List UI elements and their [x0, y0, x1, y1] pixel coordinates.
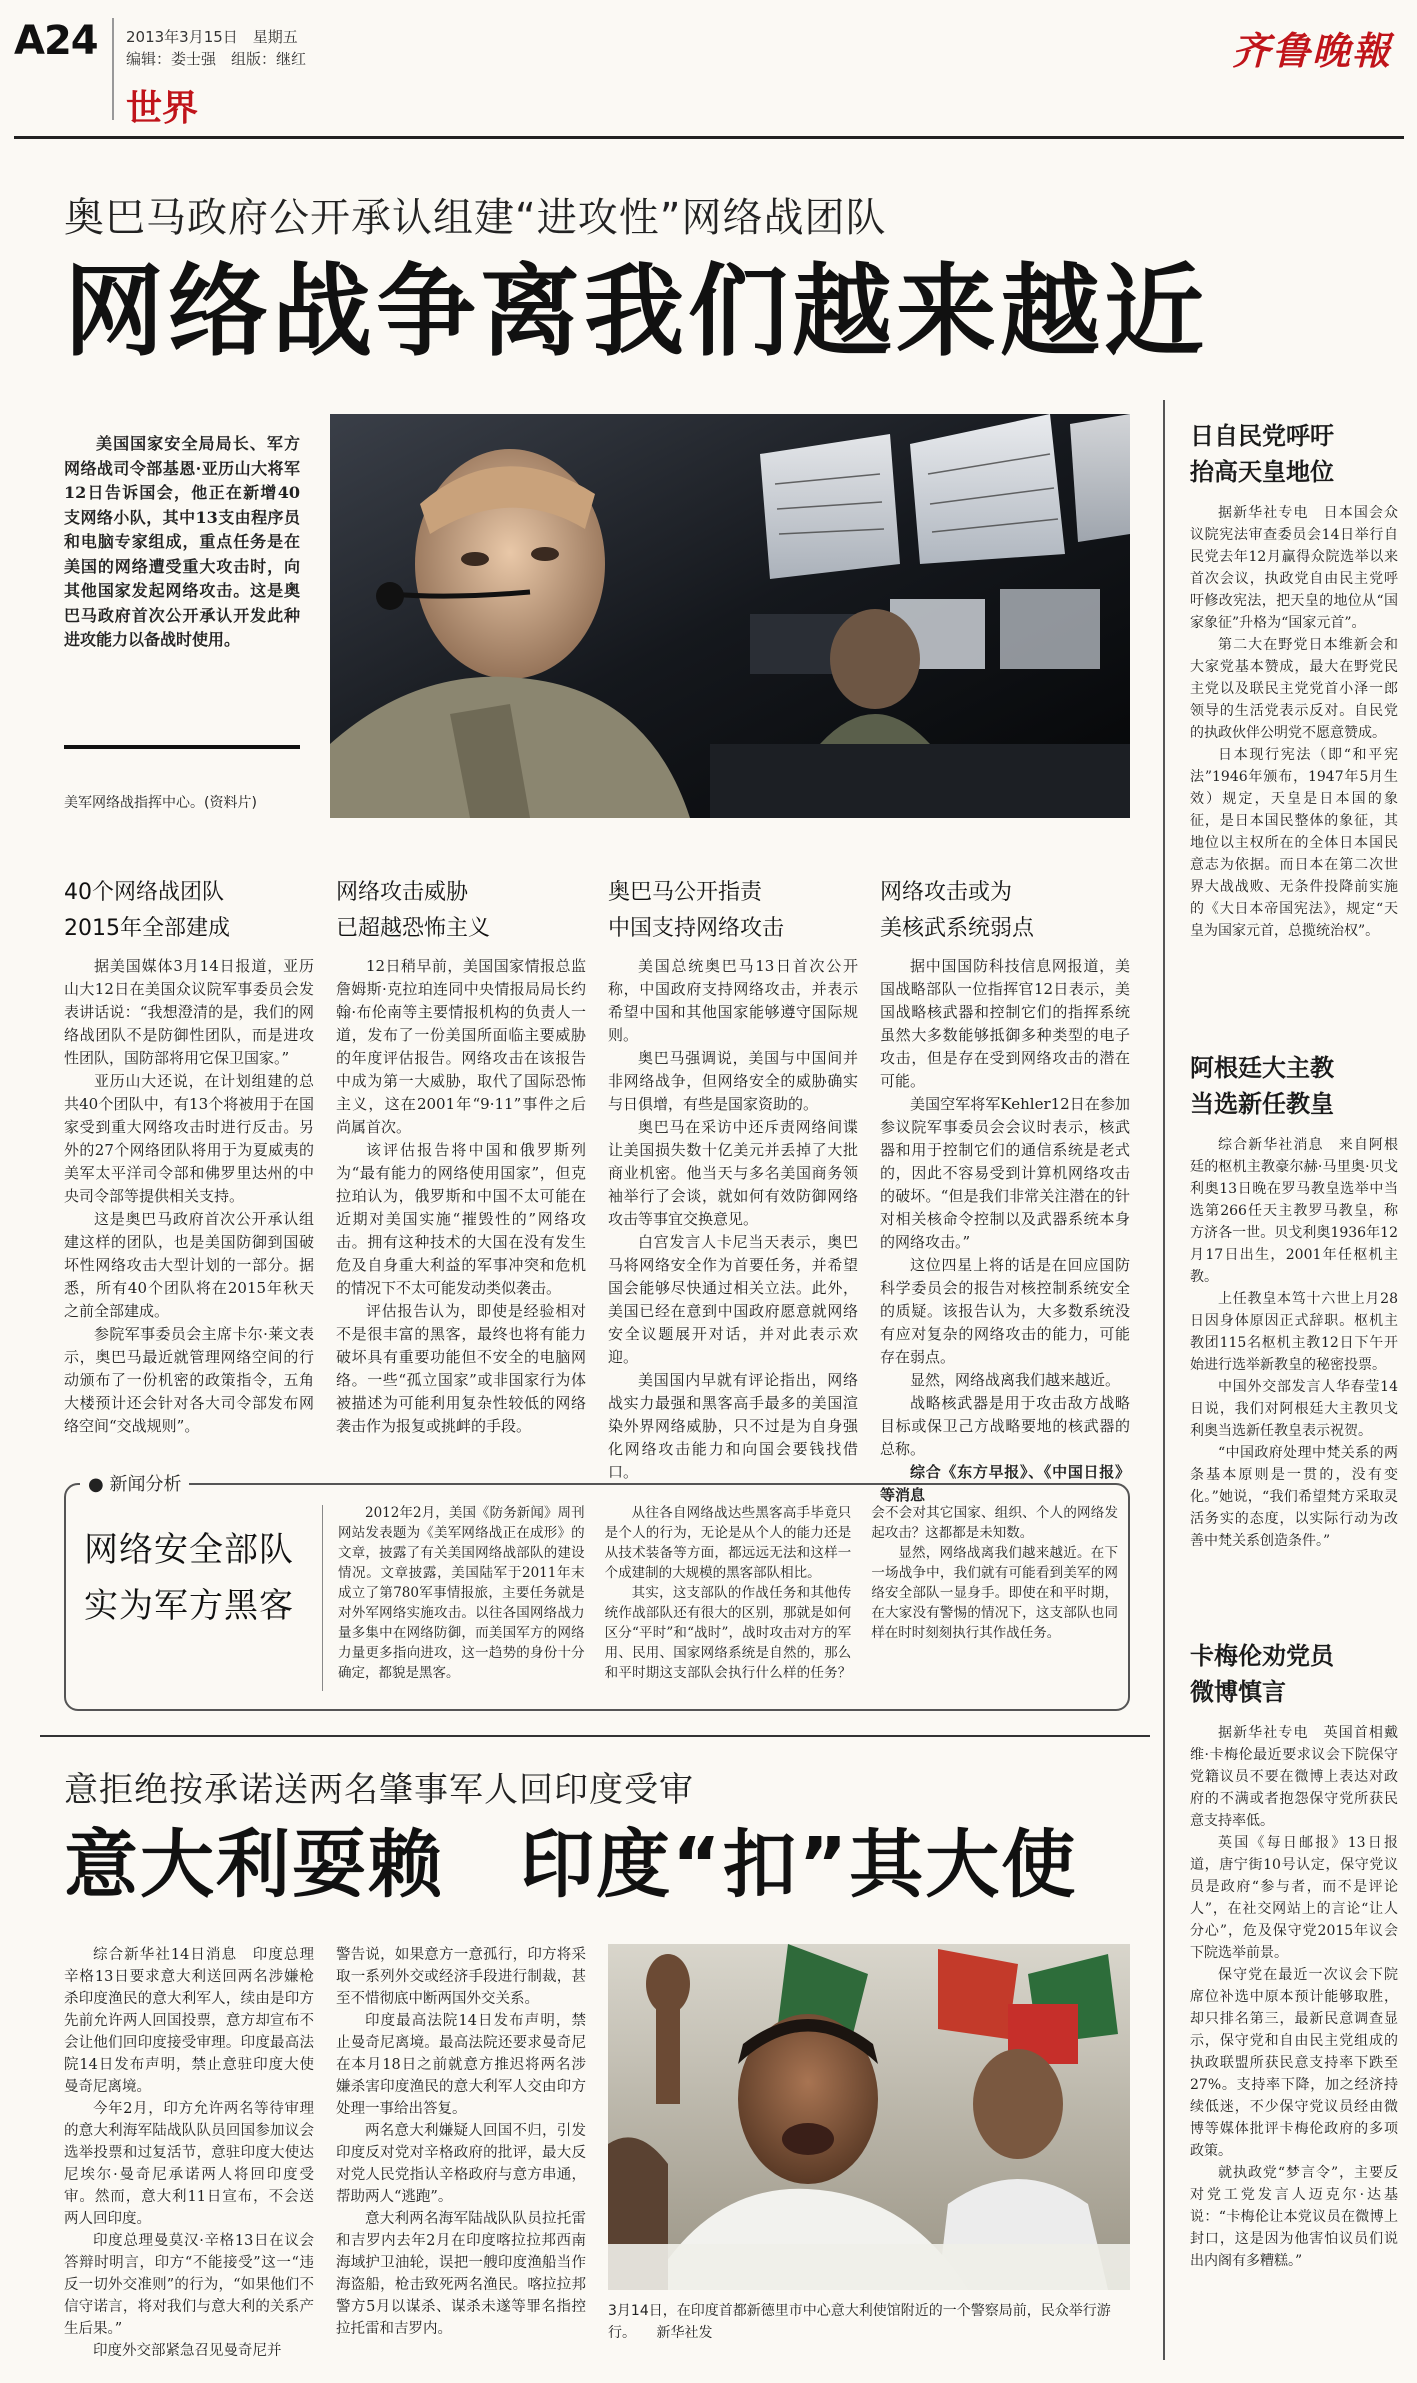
analysis-label [80, 1470, 189, 1496]
sidebar-divider [1163, 400, 1165, 2360]
analysis-label-icon: ● [88, 1474, 104, 1495]
col2-paragraph: 评估报告认为，即使是经验相对不是很丰富的黑客，最终也将有能力破坏具有重要功能但不安全的电脑网络。一些“孤立国家”或非国家行为体被描述为可能利用复杂性较低的网络袭击作为报复或挑衅的手段。 [336, 1302, 586, 1435]
protest-photo [608, 1944, 1130, 2290]
protest-photo-caption [608, 2300, 1130, 2344]
col1-paragraph: 亚历山大还说，在计划组建的总共40个团队中，有13个将被用于在国家受到重大网络攻击时进行反击。另外的27个网络团队将用于为夏威夷的美军太平洋司令部和佛罗里达州的中央司令部等提供相关支持。 [64, 1072, 314, 1205]
italy-paragraph: 两名意大利嫌疑人回国不归，引发印度反对党对辛格政府的批评，最大反对党人民党指认辛格政府与意方串通，帮助两人“逃跑”。 [336, 2123, 586, 2205]
analysis-paragraph: 2012年2月，美国《防务新闻》周刊网站发表题为《美军网络战正在成形》的文章，披露了有关美国网络战部队的建设情况。文章披露，美国陆军于2011年末成立了第780军事情报旅，主要任务就是对外军网络实施攻击。以往各国网络战力量多集中在网络防御，而美国军方的网络力量更多指向进攻，这一趋势的身份十分确定，都貌是黑客。 [338, 1505, 585, 1681]
analysis-paragraph: 其实，这支部队的作战任务和其他传统作战部队还有很大的区别，那就是如何区分“平时”和“战时”，战时攻击对方的军用、民用、国家网络系统是自然的，那么和平时期这支部队会执行什么样的任务？会不会对其它国家、组织、个人的网络发起攻击？这都都是未知数。 [604, 1505, 1118, 1681]
analysis-paragraph: 显然，网络战离我们越来越近。在下一场战争中，我们就有可能看到美军的网络安全部队一显身手。即使在和平时期，在大家没有警惕的情况下，这支部队也同样在时时刻刻执行其作战任务。 [871, 1545, 1118, 1641]
col1-paragraph: 参院军事委员会主席卡尔·莱文表示，奥巴马最近就管理网络空间的行动颁布了一份机密的政策指令，五角大楼预计还会针对各大司令部发布网络空间“交战规则”。 [64, 1325, 314, 1435]
masthead-rule [14, 136, 1404, 139]
col4-paragraph: 美国空军将军Kehler12日在参加参议院军事委员会会议时表示，核武器和用于控制它们的通信系统是老式的，因此不容易受到计算机网络攻击的破坏。“但是我们非常关注潜在的针对相关核命令控制以及武器系统本身的网络攻击。” [880, 1095, 1130, 1251]
japan-paragraph: 据新华社专电 日本国会众议院宪法审查委员会14日举行自民党去年12月赢得众院选举以来首次会议，执政党自由民主党呼吁修改宪法，把天皇的地位从“国家象征”升格为“国家元首”。 [1190, 505, 1398, 631]
pope-paragraph: 中国外交部发言人华春莹14日说，我们对阿根廷大主教贝戈利奥当选新任教皇表示祝贺。 [1190, 1379, 1398, 1439]
italy-paragraph: 印度总理曼莫汉·辛格13日在议会答辩时明言，印方“不能接受”这一“违反一切外交准则”的行为，“如果他们不信守诺言，将对我们与意大利的关系产生后果。” [64, 2233, 314, 2337]
cameron-paragraph: 就执政党“梦言令”，主要反对党工党发言人迈克尔·达基说：“卡梅伦让本党议员在微博上封口，这是因为他害怕议员们说出内阁有多糟糕。” [1190, 2165, 1398, 2269]
italy-headline: 意大利耍赖 印度“扣”其大使 [64, 1822, 1078, 1908]
col1-paragraph: 这是奥巴马政府首次公开承认组建这样的团队，也是美国防御到国破坏性网络攻击大型计划的一部分。据悉，所有40个团队将在2015年秋天之前全部建成。 [64, 1210, 314, 1320]
italy-paragraph: 意大利两名海军陆战队队员拉托雷和吉罗内去年2月在印度喀拉拉邦西南海域护卫油轮，误把一艘印度渔船当作海盗船，枪击致死两名渔民。喀拉拉邦警方5月以谋杀、谋杀未遂等罪名指控拉托雷和吉罗内。 [336, 2211, 586, 2337]
paper-logo: 齐鲁晚報 [1232, 28, 1393, 73]
pope-paragraph: 综合新华社消息 来自阿根廷的枢机主教豪尔赫·马里奥·贝戈利奥13日晚在罗马教皇选举中当选第266任天主教罗马教皇，称方济各一世。贝戈利奥1936年12月17日出生，2001年任枢机主教。 [1190, 1137, 1398, 1285]
italy-paragraph: 印度最高法院14日发布声明，禁止曼奇尼离境。最高法院还要求曼奇尼在本月18日之前就意方推迟将两名涉嫌杀害印度渔民的意大利军人交由印方处理一事给出答复。 [336, 2013, 586, 2117]
col3-title-2: 中国支持网络攻击 [608, 916, 785, 941]
cyber-command-photo [330, 414, 1130, 818]
lead-photo-caption: 美军网络战指挥中心。(资料片) [64, 795, 257, 811]
col1-title-2: 2015年全部建成 [64, 916, 230, 941]
col3-paragraph: 奥巴马强调说，美国与中国间并非网络战争，但网络安全的威胁确实与日俱增，有些是国家资助的。 [608, 1049, 858, 1113]
japan-title-2: 抬高天皇地位 [1190, 458, 1334, 486]
analysis-label-text: 新闻分析 [109, 1474, 182, 1495]
col3-paragraph: 美国国内早就有评论指出，网络战实力最强和黑客高手最多的美国渲染外界网络威胁，只不过是为自身强化网络攻击能力和向国会要钱找借口。 [608, 1371, 858, 1481]
masthead-divider-vertical [112, 18, 114, 120]
cameron-title-2: 微博慎言 [1190, 1678, 1286, 1706]
lead-column-1 [64, 875, 314, 1438]
col4-paragraph: 这位四星上将的话是在回应国防科学委员会的报告对核控制系统安全的质疑。该报告认为，大多数系统没有应对复杂的网络攻击的能力，可能存在弱点。 [880, 1256, 1130, 1366]
analysis-paragraph: 从往各自网络战达些黑客高手毕竟只是个人的行为，无论是从个人的能力还是从技术装备等方面，都远远无法和这样一个成建制的大规模的黑客部队相比。 [604, 1505, 852, 1581]
analysis-inner-divider [322, 1505, 323, 1691]
section-name: 世界 [126, 88, 199, 129]
lead-headline: 网络战争离我们越来越近 [64, 253, 1208, 370]
col2-paragraph: 12日稍早前，美国国家情报总监詹姆斯·克拉珀连同中央情报局局长约翰·布伦南等主要情报机构的负责人一道，发布了一份美国所面临主要威胁的年度评估报告。网络攻击在该报告中成为第一大威胁，取代了国际恐怖主义，这在2001年“9·11”事件之后尚属首次。 [336, 957, 586, 1136]
lead-column-2 [336, 875, 586, 1438]
summary-bottom-rule [64, 745, 300, 749]
col3-paragraph: 白宫发言人卡尼当天表示，奥巴马将网络安全作为首要任务，并希望国会能够尽快通过相关立法。此外，美国已经在意到中国政府愿意就网络安全议题展开对话，并对此表示欢迎。 [608, 1233, 858, 1366]
lead-kicker: 奥巴马政府公开承认组建“进攻性”网络战团队 [64, 195, 887, 241]
sidebar-story-cameron [1190, 1638, 1398, 2272]
protest-caption-text: 3月14日，在印度首都新德里市中心意大利使馆附近的一个警察局前，民众举行游行。 [608, 2303, 1111, 2341]
col1-title-1: 40个网络战团队 [64, 880, 224, 905]
analysis-body [338, 1503, 1118, 1699]
col3-paragraph: 美国总统奥巴马13日首次公开称，中国政府支持网络攻击，并表示希望中国和其他国家能够遵守国际规则。 [608, 957, 858, 1044]
cameron-paragraph: 英国《每日邮报》13日报道，唐宁街10号认定，保守党议员是政府“参与者，而不是评论人”，在社交网站上的言论“让人分心”，危及保守党2015年议会下院选举前景。 [1190, 1835, 1398, 1961]
page-number: A24 [14, 18, 98, 64]
italy-paragraph: 今年2月，印方允许两名等待审理的意大利海军陆战队队员回国参加议会选举投票和过复活节，意驻印度大使达尼埃尔·曼奇尼承诺两人将回印度受审。然而，意大利11日宣布，不会送两人回印度。 [64, 2101, 314, 2227]
col3-paragraph: 奥巴马在采访中还斥责网络间谍让美国损失数十亿美元并丢掉了大批商业机密。他当天与多名美国商务领袖举行了会谈，就如何有效防御网络攻击等事宜交换意见。 [608, 1118, 858, 1228]
cameron-paragraph: 据新华社专电 英国首相戴维·卡梅伦最近要求议会下院保守党籍议员不要在微博上表达对政府的不满或者抱怨保守党所获民意支持率低。 [1190, 1725, 1398, 1829]
col2-paragraph: 该评估报告将中国和俄罗斯列为“最有能力的网络使用国家”，但克拉珀认为，俄罗斯和中国不太可能在近期对美国实施“摧毁性的”网络攻击。拥有这种技术的大国在没有发生危及自身重大利益的军事冲突和危机的情况下不太可能发动类似袭击。 [336, 1141, 586, 1297]
lead-bottom-rule [40, 1735, 1150, 1737]
analysis-title-1: 网络安全部队 [84, 1530, 294, 1570]
col4-paragraph: 显然，网络战离我们越来越近。 [910, 1371, 1121, 1389]
lead-column-3 [608, 875, 858, 1484]
col2-title-2: 已超越恐怖主义 [336, 916, 491, 941]
italy-paragraph: 印度外交部紧急召见曼奇尼并 [93, 2343, 282, 2359]
col2-title-1: 网络攻击威胁 [336, 880, 469, 905]
col1-paragraph: 据美国媒体3月14日报道，亚历山大12日在美国众议院军事委员会发表讲话说：“我想澄清的是，我们的网络战团队不是防御性团队，而是进攻性团队，国防部将用它保卫国家。” [64, 957, 314, 1067]
japan-paragraph: 日本现行宪法（即“和平宪法”1946年颁布，1947年5月生效）规定，天皇是日本国的象征，是日本国民整体的象征，其地位以主权所在的全体日本国民意志为依据。而日本在第二次世界大战战败、无条件投降前实施的《大日本帝国宪法》，规定“天皇为国家元首，总揽统治权”。 [1190, 747, 1398, 939]
sidebar-story-japan [1190, 418, 1398, 942]
cameron-paragraph: 保守党在最近一次议会下院席位补选中原本预计能够取胜，却只排名第三，最新民意调查显示，保守党和自由民主党组成的执政联盟所获民意支持率下跌至27%。支持率下降，加之经济持续低迷，不少保守党议员经由微博等媒体批评卡梅伦政府的多项政策。 [1190, 1967, 1398, 2159]
sidebar-story-pope [1190, 1050, 1398, 1552]
col4-title-1: 网络攻击或为 [880, 880, 1013, 905]
italy-paragraph: 警告说，如果意方一意孤行，印方将采取一系列外交或经济手段进行制裁，甚至不惜彻底中断两国外交关系。 [336, 1947, 586, 2007]
italy-column-1 [64, 1944, 314, 2362]
italy-paragraph: 综合新华社14日消息 印度总理辛格13日要求意大利送回两名涉嫌枪杀印度渔民的意大利军人，续由是印方先前允许两人回国投票，意方却宣布不会让他们回印度接受审理。印度最高法院14日发布声明，禁止意驻印度大使曼奇尼离境。 [64, 1947, 314, 2095]
protest-photo-credit: 新华社发 [656, 2325, 713, 2341]
col4-source: 综合《东方早报》、《中国日报》等消息 [880, 1463, 1130, 1504]
pope-paragraph: 上任教皇本笃十六世上月28日因身体原因正式辞职。枢机主教团115名枢机主教12日下午开始进行选举新教皇的秘密投票。 [1190, 1291, 1398, 1373]
cameron-title-1: 卡梅伦劝党员 [1190, 1642, 1334, 1670]
editors-line: 编辑：娄士强 组版：继红 [126, 50, 307, 68]
pope-title-2: 当选新任教皇 [1190, 1090, 1334, 1118]
pope-title-1: 阿根廷大主教 [1190, 1054, 1334, 1082]
japan-title-1: 日自民党呼吁 [1190, 422, 1334, 450]
pope-paragraph: “中国政府处理中梵关系的两条基本原则是一贯的，没有变化。”她说，“我们希望梵方采取灵活务实的态度，以实际行动为改善中梵关系创造条件。” [1190, 1445, 1398, 1549]
lead-column-4 [880, 875, 1130, 1507]
col4-paragraph: 据中国国防科技信息网报道，美国战略部队一位指挥官12日表示，美国战略核武器和控制它们的指挥系统虽然大多数能够抵御多种类型的电子攻击，但是存在受到网络攻击的潜在可能。 [880, 957, 1130, 1090]
lead-summary: 美国国家安全局局长、军方网络战司令部基恩·亚历山大将军12日告诉国会，他正在新增40支网络小队，其中13支由程序员和电脑专家组成，重点任务是在美国的网络遭受重大攻击时，向其他国家发起网络攻击。这是奥巴马政府首次公开承认开发此种进攻能力以备战时使用。 [64, 434, 300, 649]
italy-column-2 [336, 1944, 586, 2340]
col3-title-1: 奥巴马公开指责 [608, 880, 763, 905]
col4-paragraph: 战略核武器是用于攻击敌方战略目标或保卫己方战略要地的核武器的总称。 [880, 1394, 1130, 1458]
col4-title-2: 美核武系统弱点 [880, 916, 1035, 941]
italy-kicker: 意拒绝按承诺送两名肇事军人回印度受审 [64, 1770, 694, 1810]
issue-date: 2013年3月15日 星期五 [126, 28, 298, 46]
analysis-title-2: 实为军方黑客 [84, 1586, 294, 1626]
japan-paragraph: 第二大在野党日本维新会和大家党基本赞成，最大在野党民主党以及联民主党党首小泽一郎领导的生活党表示反对。自民党的执政伙伴公明党不愿意赞成。 [1190, 637, 1398, 741]
